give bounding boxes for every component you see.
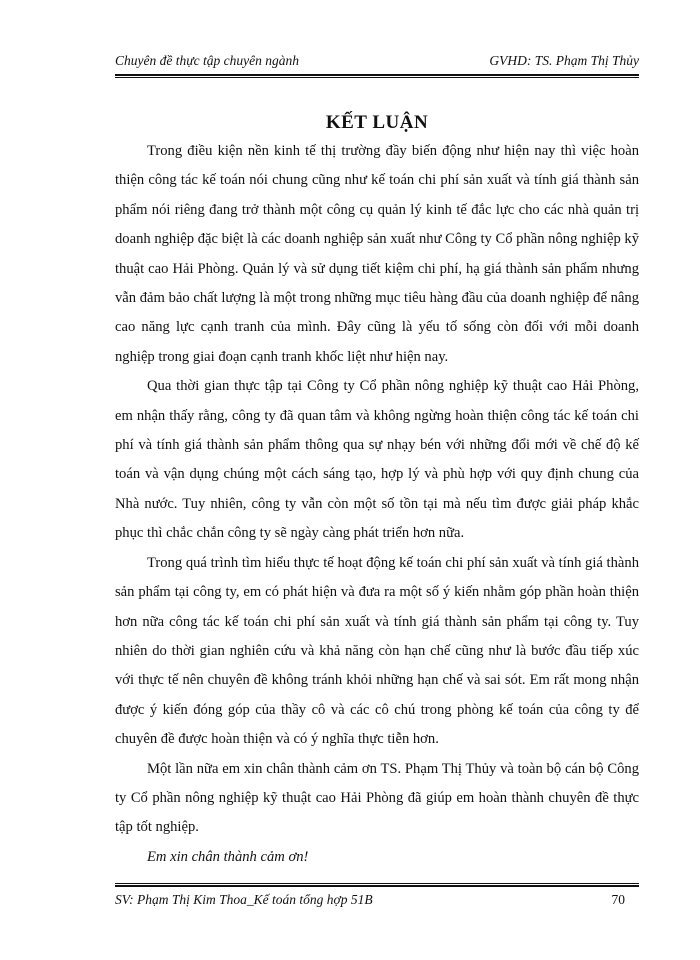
page-footer [115,890,639,912]
document-body [115,137,639,872]
page-title: KẾT LUẬN [325,112,429,133]
footer-rule [115,883,639,887]
footer-student: SV: Phạm Thị Kim Thoa_Kế toán tổng hợp 51B [115,892,373,907]
page-header [115,49,639,71]
paragraph-2: Qua thời gian thực tập tại Công ty Cổ phần nông nghiệp kỹ thuật cao Hải Phòng, em nhận thấy rằng, công ty đã quan tâm và không ngừng hoàn thiện công tác kế toán chi phí và tính giá thành sản phẩm thông qua sự nhạy bén với những đổi mới về chế độ kế toán và vận dụng chúng một cách sáng tạo, hợp lý và phù hợp với quy định chung của Nhà nước. Tuy nhiên, công ty vẫn còn một số tồn tại mà nếu tìm được giải pháp khắc phục thì chắc chắn công ty sẽ ngày càng phát triển hơn nữa. [115,378,639,542]
header-course-title: Chuyên đề thực tập chuyên ngành [115,53,299,68]
paragraph-4: Một lần nữa em xin chân thành cảm ơn TS. Phạm Thị Thủy và toàn bộ cán bộ Công ty Cổ phần nông nghiệp kỹ thuật cao Hải Phòng đã giúp em hoàn thành chuyên đề thực tập tốt nghiệp. [115,760,639,836]
closing-line: Em xin chân thành cảm ơn! [147,848,309,865]
header-supervisor: GVHD: TS. Phạm Thị Thủy [489,53,639,68]
paragraph-3: Trong quá trình tìm hiểu thực tế hoạt động kế toán chi phí sản xuất và tính giá thành sản phẩm tại công ty, em có phát hiện và đưa ra một số ý kiến nhằm góp phần hoàn thiện hơn nữa công tác kế toán chi phí sản xuất và tính giá thành sản phẩm tại công ty. Tuy nhiên do thời gian nghiên cứu và khả năng còn hạn chế cũng như là bước đầu tiếp xúc với thực tế nên chuyên đề không tránh khỏi những hạn chế và sai sót. Em rất mong nhận được ý kiến đóng góp của thầy cô và các cô chú trong phòng kế toán của công ty để chuyên đề được hoàn thiện và có ý nghĩa thực tiễn hơn. [115,554,639,748]
page-number: 70 [611,892,625,907]
paragraph-1: Trong điều kiện nền kinh tế thị trường đầy biến động như hiện nay thì việc hoàn thiện công tác kế toán nói chung cũng như kế toán chi phí sản xuất và tính giá thành sản phẩm nói riêng đang trở thành một công cụ quản lý kinh tế đắc lực cho các nhà quản trị doanh nghiệp đặc biệt là các doanh nghiệp sản xuất như Công ty Cổ phần nông nghiệp kỹ thuật cao Hải Phòng. Quản lý và sử dụng tiết kiệm chi phí, hạ giá thành sản phẩm nhưng vẫn đảm bảo chất lượng là một trong những mục tiêu hàng đầu của doanh nghiệp để nâng cao năng lực cạnh tranh của mình. Đây cũng là yếu tố sống còn đối với mỗi doanh nghiệp trong giai đoạn cạnh tranh khốc liệt như hiện nay. [115,143,639,365]
header-rule [115,74,639,78]
